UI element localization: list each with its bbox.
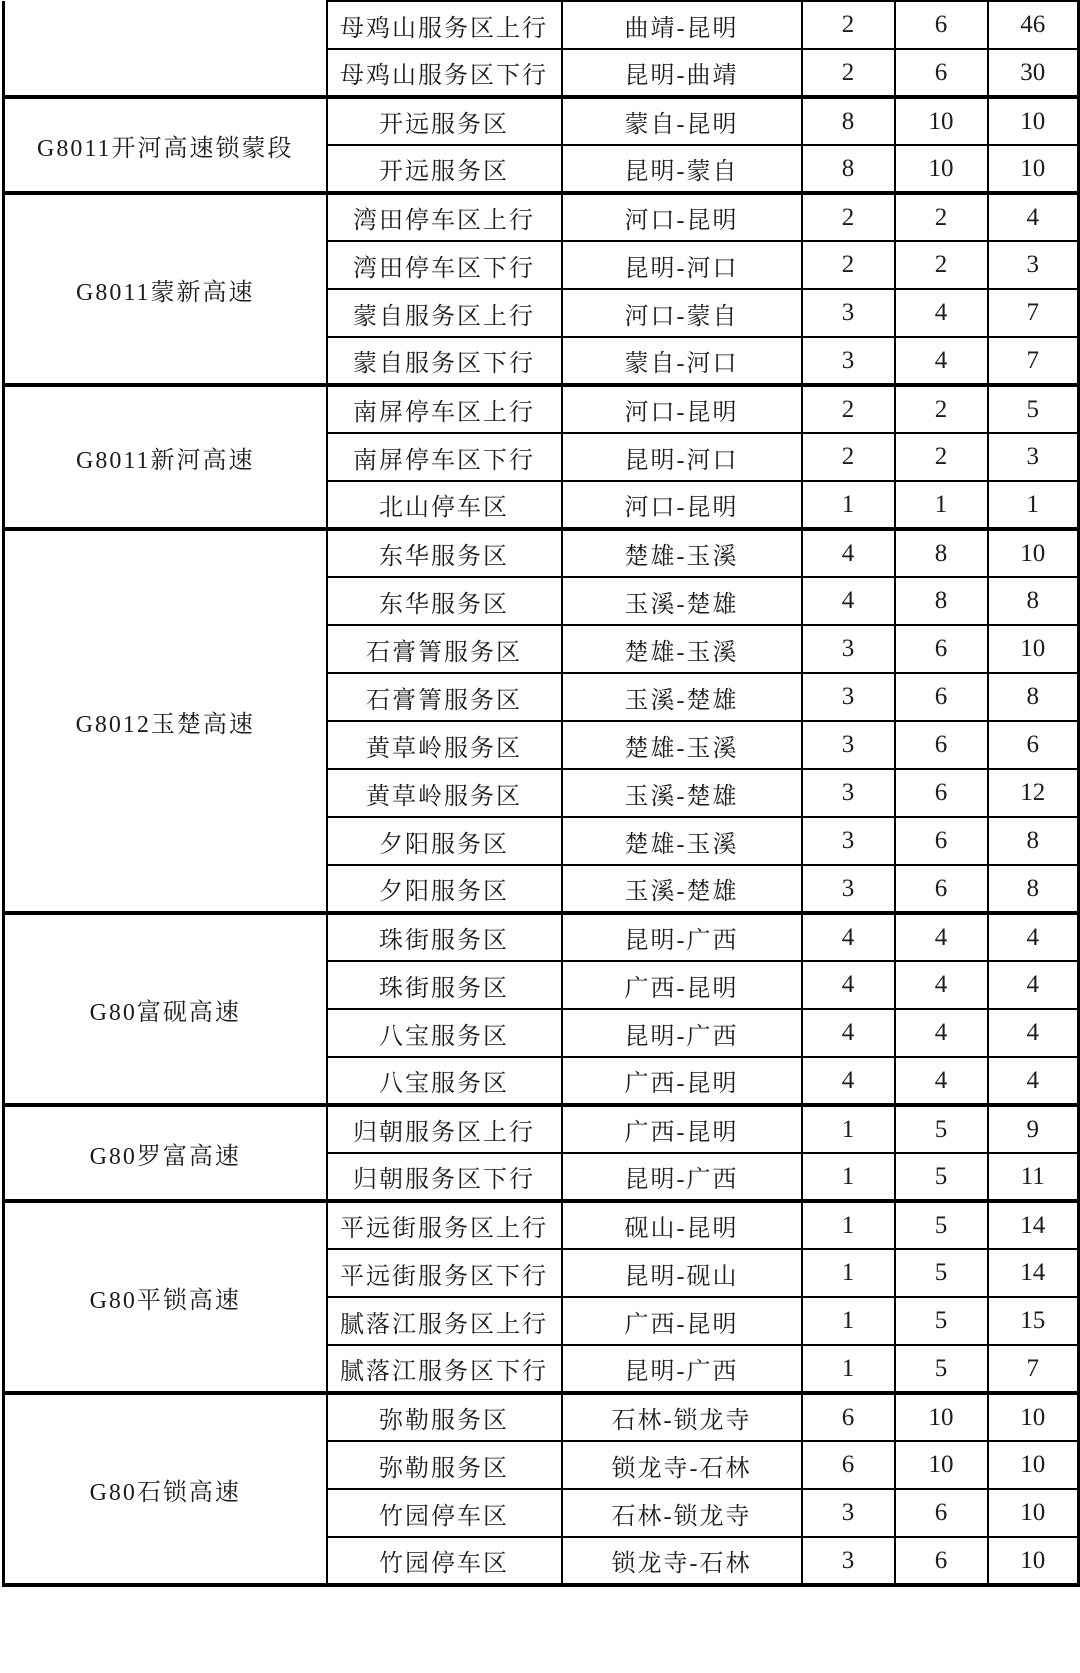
value-cell: 8 — [802, 145, 895, 193]
direction-cell: 昆明-曲靖 — [562, 49, 802, 97]
value-cell: 7 — [988, 337, 1079, 385]
value-cell: 3 — [802, 817, 895, 865]
value-cell: 5 — [895, 1249, 988, 1297]
highway-cell: G8012玉楚高速 — [4, 529, 327, 913]
direction-cell: 曲靖-昆明 — [562, 1, 802, 49]
service-area-cell: 平远街服务区下行 — [327, 1249, 562, 1297]
value-cell: 4 — [895, 961, 988, 1009]
value-cell: 30 — [988, 49, 1079, 97]
value-cell: 10 — [988, 625, 1079, 673]
highway-cell: G80富砚高速 — [4, 913, 327, 1105]
value-cell: 3 — [802, 289, 895, 337]
direction-cell: 楚雄-玉溪 — [562, 817, 802, 865]
service-area-cell: 蒙自服务区上行 — [327, 289, 562, 337]
value-cell: 10 — [988, 1489, 1079, 1537]
value-cell: 3 — [802, 721, 895, 769]
service-area-cell: 南屏停车区上行 — [327, 385, 562, 433]
service-area-cell: 蒙自服务区下行 — [327, 337, 562, 385]
value-cell: 3 — [988, 241, 1079, 289]
value-cell: 4 — [895, 337, 988, 385]
value-cell: 6 — [802, 1441, 895, 1489]
highway-cell: G8011开河高速锁蒙段 — [4, 97, 327, 193]
value-cell: 11 — [988, 1153, 1079, 1201]
value-cell: 4 — [802, 1057, 895, 1105]
table-row — [4, 1201, 1079, 1249]
value-cell: 5 — [895, 1201, 988, 1249]
value-cell: 7 — [988, 289, 1079, 337]
value-cell: 4 — [802, 1009, 895, 1057]
value-cell: 12 — [988, 769, 1079, 817]
value-cell: 2 — [895, 193, 988, 241]
value-cell: 10 — [988, 1537, 1079, 1585]
highway-cell: G80罗富高速 — [4, 1105, 327, 1201]
direction-cell: 砚山-昆明 — [562, 1201, 802, 1249]
value-cell: 6 — [895, 769, 988, 817]
direction-cell: 昆明-河口 — [562, 241, 802, 289]
value-cell: 10 — [988, 1393, 1079, 1441]
value-cell: 2 — [802, 49, 895, 97]
value-cell: 6 — [895, 625, 988, 673]
value-cell: 10 — [895, 1393, 988, 1441]
value-cell: 3 — [802, 1489, 895, 1537]
direction-cell: 昆明-广西 — [562, 1009, 802, 1057]
value-cell: 6 — [802, 1393, 895, 1441]
direction-cell: 广西-昆明 — [562, 1057, 802, 1105]
service-area-cell: 北山停车区 — [327, 481, 562, 529]
value-cell: 14 — [988, 1201, 1079, 1249]
value-cell: 7 — [988, 1345, 1079, 1393]
value-cell: 5 — [988, 385, 1079, 433]
value-cell: 4 — [988, 193, 1079, 241]
service-area-cell: 腻落江服务区上行 — [327, 1297, 562, 1345]
service-area-cell: 黄草岭服务区 — [327, 769, 562, 817]
value-cell: 3 — [802, 337, 895, 385]
direction-cell: 锁龙寺-石林 — [562, 1537, 802, 1585]
value-cell: 9 — [988, 1105, 1079, 1153]
direction-cell: 楚雄-玉溪 — [562, 529, 802, 577]
value-cell: 6 — [895, 865, 988, 913]
direction-cell: 广西-昆明 — [562, 961, 802, 1009]
table-row — [4, 1105, 1079, 1153]
direction-cell: 昆明-广西 — [562, 913, 802, 961]
direction-cell: 昆明-广西 — [562, 1153, 802, 1201]
value-cell: 10 — [895, 1441, 988, 1489]
service-area-cell: 湾田停车区下行 — [327, 241, 562, 289]
direction-cell: 河口-昆明 — [562, 481, 802, 529]
service-area-cell: 夕阳服务区 — [327, 865, 562, 913]
value-cell: 2 — [895, 241, 988, 289]
highway-cell — [4, 1, 327, 97]
value-cell: 2 — [802, 1, 895, 49]
value-cell: 4 — [802, 961, 895, 1009]
service-area-cell: 珠街服务区 — [327, 961, 562, 1009]
direction-cell: 昆明-蒙自 — [562, 145, 802, 193]
value-cell: 1 — [895, 481, 988, 529]
value-cell: 8 — [988, 817, 1079, 865]
service-area-cell: 石膏箐服务区 — [327, 625, 562, 673]
value-cell: 2 — [802, 193, 895, 241]
value-cell: 3 — [802, 769, 895, 817]
value-cell: 3 — [988, 433, 1079, 481]
service-area-cell: 腻落江服务区下行 — [327, 1345, 562, 1393]
value-cell: 3 — [802, 865, 895, 913]
service-area-cell: 母鸡山服务区上行 — [327, 1, 562, 49]
value-cell: 4 — [802, 529, 895, 577]
table-row — [4, 913, 1079, 961]
direction-cell: 昆明-河口 — [562, 433, 802, 481]
value-cell: 46 — [988, 1, 1079, 49]
highway-cell: G8011蒙新高速 — [4, 193, 327, 385]
service-area-cell: 弥勒服务区 — [327, 1441, 562, 1489]
service-area-cell: 黄草岭服务区 — [327, 721, 562, 769]
direction-cell: 蒙自-河口 — [562, 337, 802, 385]
direction-cell: 玉溪-楚雄 — [562, 865, 802, 913]
value-cell: 1 — [988, 481, 1079, 529]
value-cell: 4 — [802, 913, 895, 961]
schedule-table-body — [4, 1, 1079, 1585]
value-cell: 2 — [802, 241, 895, 289]
value-cell: 10 — [988, 97, 1079, 145]
value-cell: 1 — [802, 1249, 895, 1297]
value-cell: 6 — [988, 721, 1079, 769]
direction-cell: 玉溪-楚雄 — [562, 577, 802, 625]
value-cell: 4 — [802, 577, 895, 625]
direction-cell: 玉溪-楚雄 — [562, 673, 802, 721]
service-area-cell: 竹园停车区 — [327, 1537, 562, 1585]
value-cell: 6 — [895, 817, 988, 865]
value-cell: 5 — [895, 1105, 988, 1153]
value-cell: 10 — [988, 529, 1079, 577]
value-cell: 4 — [988, 961, 1079, 1009]
value-cell: 10 — [988, 145, 1079, 193]
value-cell: 1 — [802, 1345, 895, 1393]
value-cell: 8 — [988, 577, 1079, 625]
direction-cell: 昆明-广西 — [562, 1345, 802, 1393]
service-area-cell: 石膏箐服务区 — [327, 673, 562, 721]
direction-cell: 河口-蒙自 — [562, 289, 802, 337]
value-cell: 10 — [895, 97, 988, 145]
direction-cell: 锁龙寺-石林 — [562, 1441, 802, 1489]
value-cell: 2 — [802, 433, 895, 481]
value-cell: 10 — [988, 1441, 1079, 1489]
value-cell: 6 — [895, 49, 988, 97]
service-area-cell: 竹园停车区 — [327, 1489, 562, 1537]
value-cell: 2 — [802, 385, 895, 433]
direction-cell: 石林-锁龙寺 — [562, 1393, 802, 1441]
value-cell: 10 — [895, 145, 988, 193]
service-area-cell: 母鸡山服务区下行 — [327, 49, 562, 97]
service-area-cell: 开远服务区 — [327, 97, 562, 145]
value-cell: 1 — [802, 1105, 895, 1153]
highway-cell: G8011新河高速 — [4, 385, 327, 529]
value-cell: 4 — [895, 1057, 988, 1105]
value-cell: 1 — [802, 1153, 895, 1201]
direction-cell: 玉溪-楚雄 — [562, 769, 802, 817]
value-cell: 15 — [988, 1297, 1079, 1345]
value-cell: 4 — [988, 1057, 1079, 1105]
service-area-cell: 平远街服务区上行 — [327, 1201, 562, 1249]
value-cell: 1 — [802, 481, 895, 529]
service-area-cell: 八宝服务区 — [327, 1057, 562, 1105]
direction-cell: 蒙自-昆明 — [562, 97, 802, 145]
direction-cell: 广西-昆明 — [562, 1105, 802, 1153]
table-row — [4, 1, 1079, 49]
value-cell: 3 — [802, 673, 895, 721]
table-row — [4, 97, 1079, 145]
service-area-cell: 东华服务区 — [327, 529, 562, 577]
direction-cell: 楚雄-玉溪 — [562, 625, 802, 673]
service-area-cell: 夕阳服务区 — [327, 817, 562, 865]
service-area-table — [2, 0, 1080, 1587]
service-area-cell: 归朝服务区上行 — [327, 1105, 562, 1153]
direction-cell: 昆明-砚山 — [562, 1249, 802, 1297]
value-cell: 8 — [802, 97, 895, 145]
service-area-cell: 八宝服务区 — [327, 1009, 562, 1057]
value-cell: 8 — [988, 865, 1079, 913]
service-area-cell: 湾田停车区上行 — [327, 193, 562, 241]
table-row — [4, 529, 1079, 577]
value-cell: 6 — [895, 721, 988, 769]
service-area-cell: 弥勒服务区 — [327, 1393, 562, 1441]
value-cell: 6 — [895, 1, 988, 49]
value-cell: 8 — [895, 577, 988, 625]
value-cell: 6 — [895, 1537, 988, 1585]
value-cell: 3 — [802, 1537, 895, 1585]
value-cell: 14 — [988, 1249, 1079, 1297]
value-cell: 1 — [802, 1201, 895, 1249]
table-row — [4, 1393, 1079, 1441]
direction-cell: 河口-昆明 — [562, 385, 802, 433]
table-row — [4, 193, 1079, 241]
value-cell: 4 — [895, 289, 988, 337]
direction-cell: 广西-昆明 — [562, 1297, 802, 1345]
table-row — [4, 385, 1079, 433]
service-area-cell: 南屏停车区下行 — [327, 433, 562, 481]
value-cell: 4 — [988, 913, 1079, 961]
value-cell: 2 — [895, 433, 988, 481]
value-cell: 8 — [988, 673, 1079, 721]
value-cell: 5 — [895, 1153, 988, 1201]
highway-cell: G80平锁高速 — [4, 1201, 327, 1393]
service-area-cell: 开远服务区 — [327, 145, 562, 193]
value-cell: 4 — [988, 1009, 1079, 1057]
service-area-cell: 珠街服务区 — [327, 913, 562, 961]
direction-cell: 楚雄-玉溪 — [562, 721, 802, 769]
value-cell: 4 — [895, 913, 988, 961]
service-area-cell: 东华服务区 — [327, 577, 562, 625]
highway-cell: G80石锁高速 — [4, 1393, 327, 1585]
value-cell: 5 — [895, 1345, 988, 1393]
value-cell: 6 — [895, 673, 988, 721]
value-cell: 3 — [802, 625, 895, 673]
value-cell: 2 — [895, 385, 988, 433]
value-cell: 4 — [895, 1009, 988, 1057]
direction-cell: 河口-昆明 — [562, 193, 802, 241]
value-cell: 5 — [895, 1297, 988, 1345]
service-area-cell: 归朝服务区下行 — [327, 1153, 562, 1201]
value-cell: 8 — [895, 529, 988, 577]
direction-cell: 石林-锁龙寺 — [562, 1489, 802, 1537]
value-cell: 1 — [802, 1297, 895, 1345]
value-cell: 6 — [895, 1489, 988, 1537]
